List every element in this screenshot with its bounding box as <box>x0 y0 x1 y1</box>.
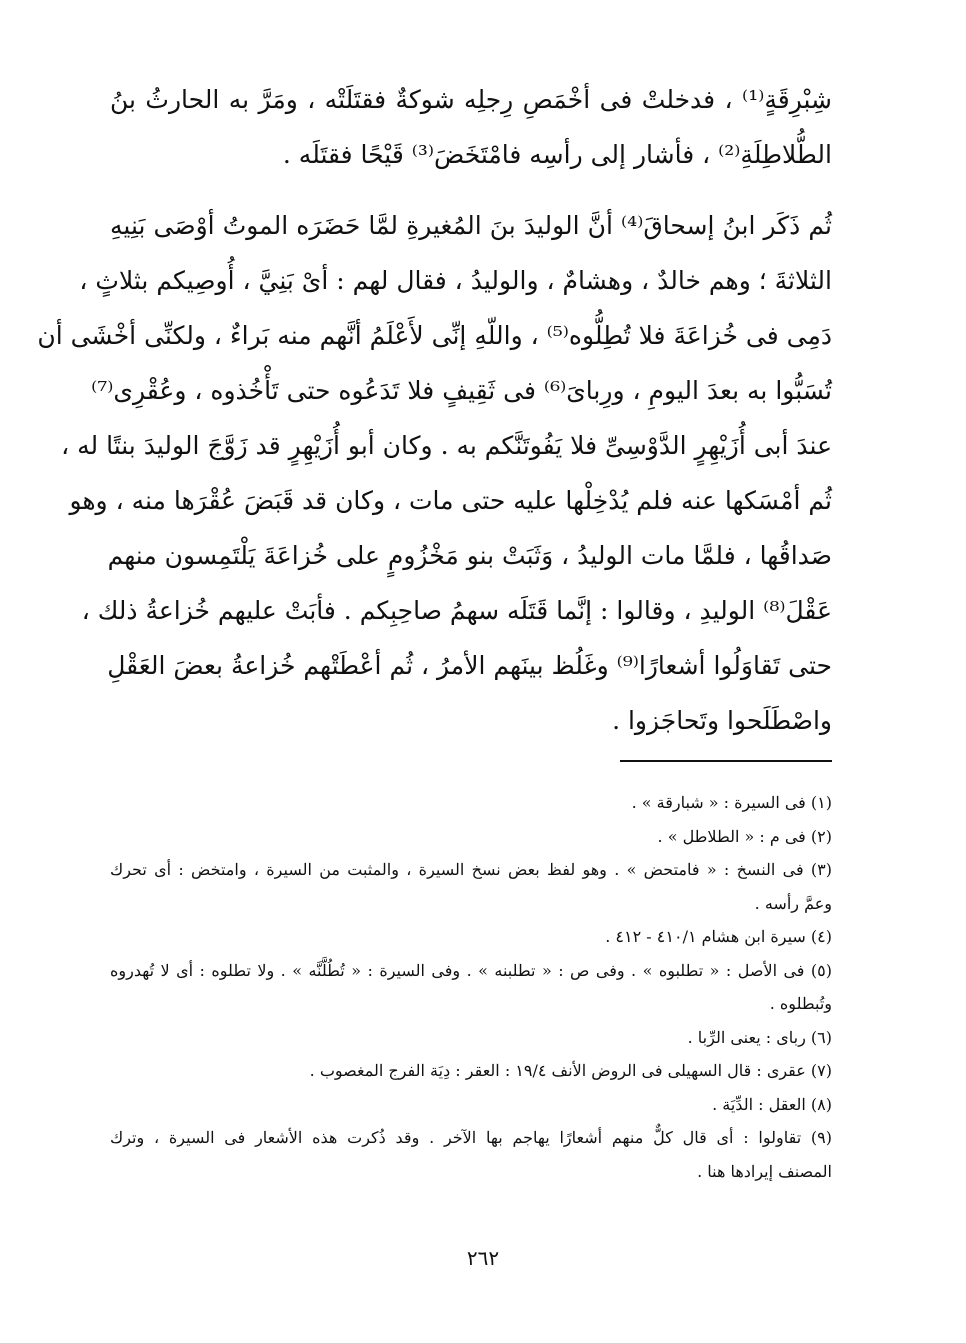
text-line: ثُم أمْسَكها عنه فلم يُدْخِلْها عليه حتى مات ، وكان قد قَبَضَ عُقْرَها منه ، وهو <box>69 486 832 515</box>
text-line: عندَ أبى أُزَيْهِرٍ الدَّوْسِىِّ فلا يَفُوتَنَّكم به . وكان أبو أُزَيْهِرٍ قد زَوَّجَ الوليدَ بنتًا له ، <box>61 431 832 460</box>
main-text <box>37 72 832 748</box>
text-line: واصْطَلَحوا وتَحاجَزوا . <box>612 706 832 735</box>
paragraph-2 <box>37 198 832 748</box>
footnote-line: المصنف إيرادها هنا . <box>697 1161 832 1181</box>
footnote-line: (٥) فى الأصل : « تطلبوه » . وفى ص : « تطلبنه » . وفى السيرة : « تُطُلَّنَّه » . ولا تطلوه : أى لا تُهدروه <box>110 960 833 980</box>
footnote-line: (١) فى السيرة : « شبارقة » . <box>631 793 832 812</box>
footnote-line: (٦) رباى : يعنى الرِّبا . <box>687 1027 832 1047</box>
footnote-line: (٧) عقرى : قال السهيلى فى الروض الأنف ١٩/٤ : العقر : دِيَة الفرج المغصوب . <box>309 1061 832 1080</box>
text-line: حتى تَقاوَلُوا أشعارًا⁽⁹⁾ وغَلُظ بينَهم الأمرُ ، ثُم أعْطَتْهم خُزاعةُ بعضَ العَقْلِ <box>107 651 832 680</box>
text-line: صَداقُها ، فلمَّا مات الوليدُ ، وَثَبَتْ بنو مَخْزُومٍ على خُزاعَةَ يَلْتَمِسون منهم <box>107 541 832 570</box>
text-line: تُسَبُّوا به بعدَ اليومِ ، ورِباىَ⁽⁶⁾ فى ثَقِيفٍ فلا تَدَعُوه حتى تَأْخُذوه ، وعُقْرِى⁽⁷⁾ <box>91 376 832 405</box>
text-line: الطُّلاطِلَةِ⁽²⁾ ، فأشار إلى رأسِه فامْتَخَضَ⁽³⁾ قَيْحًا فقتَلَه . <box>282 140 832 169</box>
footnote-line: وعمَّ رأسه . <box>754 893 832 913</box>
text-line: ثُم ذَكَر ابنُ إسحاقَ⁽⁴⁾ أنَّ الوليدَ بنَ المُغيرةِ لمَّا حَضَرَه الموتُ أوْصَى بَنِيهِ <box>110 211 832 240</box>
footnote-line: (٢) فى م : « الطلاطل » . <box>657 826 832 846</box>
text-line: الثلاثةَ ؛ وهم خالدٌ ، وهشامٌ ، والوليدُ ، فقال لهم : أىْ بَنِيَّ ، أُوصِيكم بثلاثٍ ، <box>79 266 832 295</box>
text-line: شِبْرِقَةٍ⁽¹⁾ ، فدخلتْ فى أخْمَصِ رِجلِه شوكةٌ فقتَلَتْه ، ومَرَّ به الحارثُ بنُ <box>110 85 832 114</box>
footnote-line: (٣) فى النسخ : « فامتحض » . وهو لفظ بعض نسخ السيرة ، والمثبت من السيرة ، وامتخض : أى تحرك <box>110 860 832 879</box>
footnotes <box>110 786 832 1188</box>
page-number: ٢٦٢ <box>466 1246 500 1270</box>
text-line: دَمِى فى خُزاعَةَ فلا تُطِلُّوه⁽⁵⁾ ، واللّهِ إنِّى لأَعْلَمُ أنَّهم منه بَراءٌ ، ولكنِّى أخْشَى أن <box>37 321 832 350</box>
footnote-line: (٨) العقل : الدِّيَة . <box>712 1094 832 1114</box>
footnote-line: (٩) تقاولوا : أى قال كلٌّ منهم أشعارًا يهاجم بها الآخر . وقد ذُكرت هذه الأشعار فى السيرة ، وترك <box>110 1128 832 1147</box>
footnote-line: وتُبطلوه . <box>769 994 832 1013</box>
footnote-line: (٤) سيرة ابن هشام ٤١٠/١ - ٤١٢ . <box>605 927 832 946</box>
footnote-separator <box>620 760 832 762</box>
text-line: عَقْلَ⁽⁸⁾ الوليدِ ، وقالوا : إنَّما قَتَلَه سهمُ صاحِبِكم . فأبَتْ عليهم خُزاعةُ ذلك ، <box>81 596 832 625</box>
paragraph-gap <box>110 182 832 198</box>
paragraph-1 <box>110 72 832 182</box>
